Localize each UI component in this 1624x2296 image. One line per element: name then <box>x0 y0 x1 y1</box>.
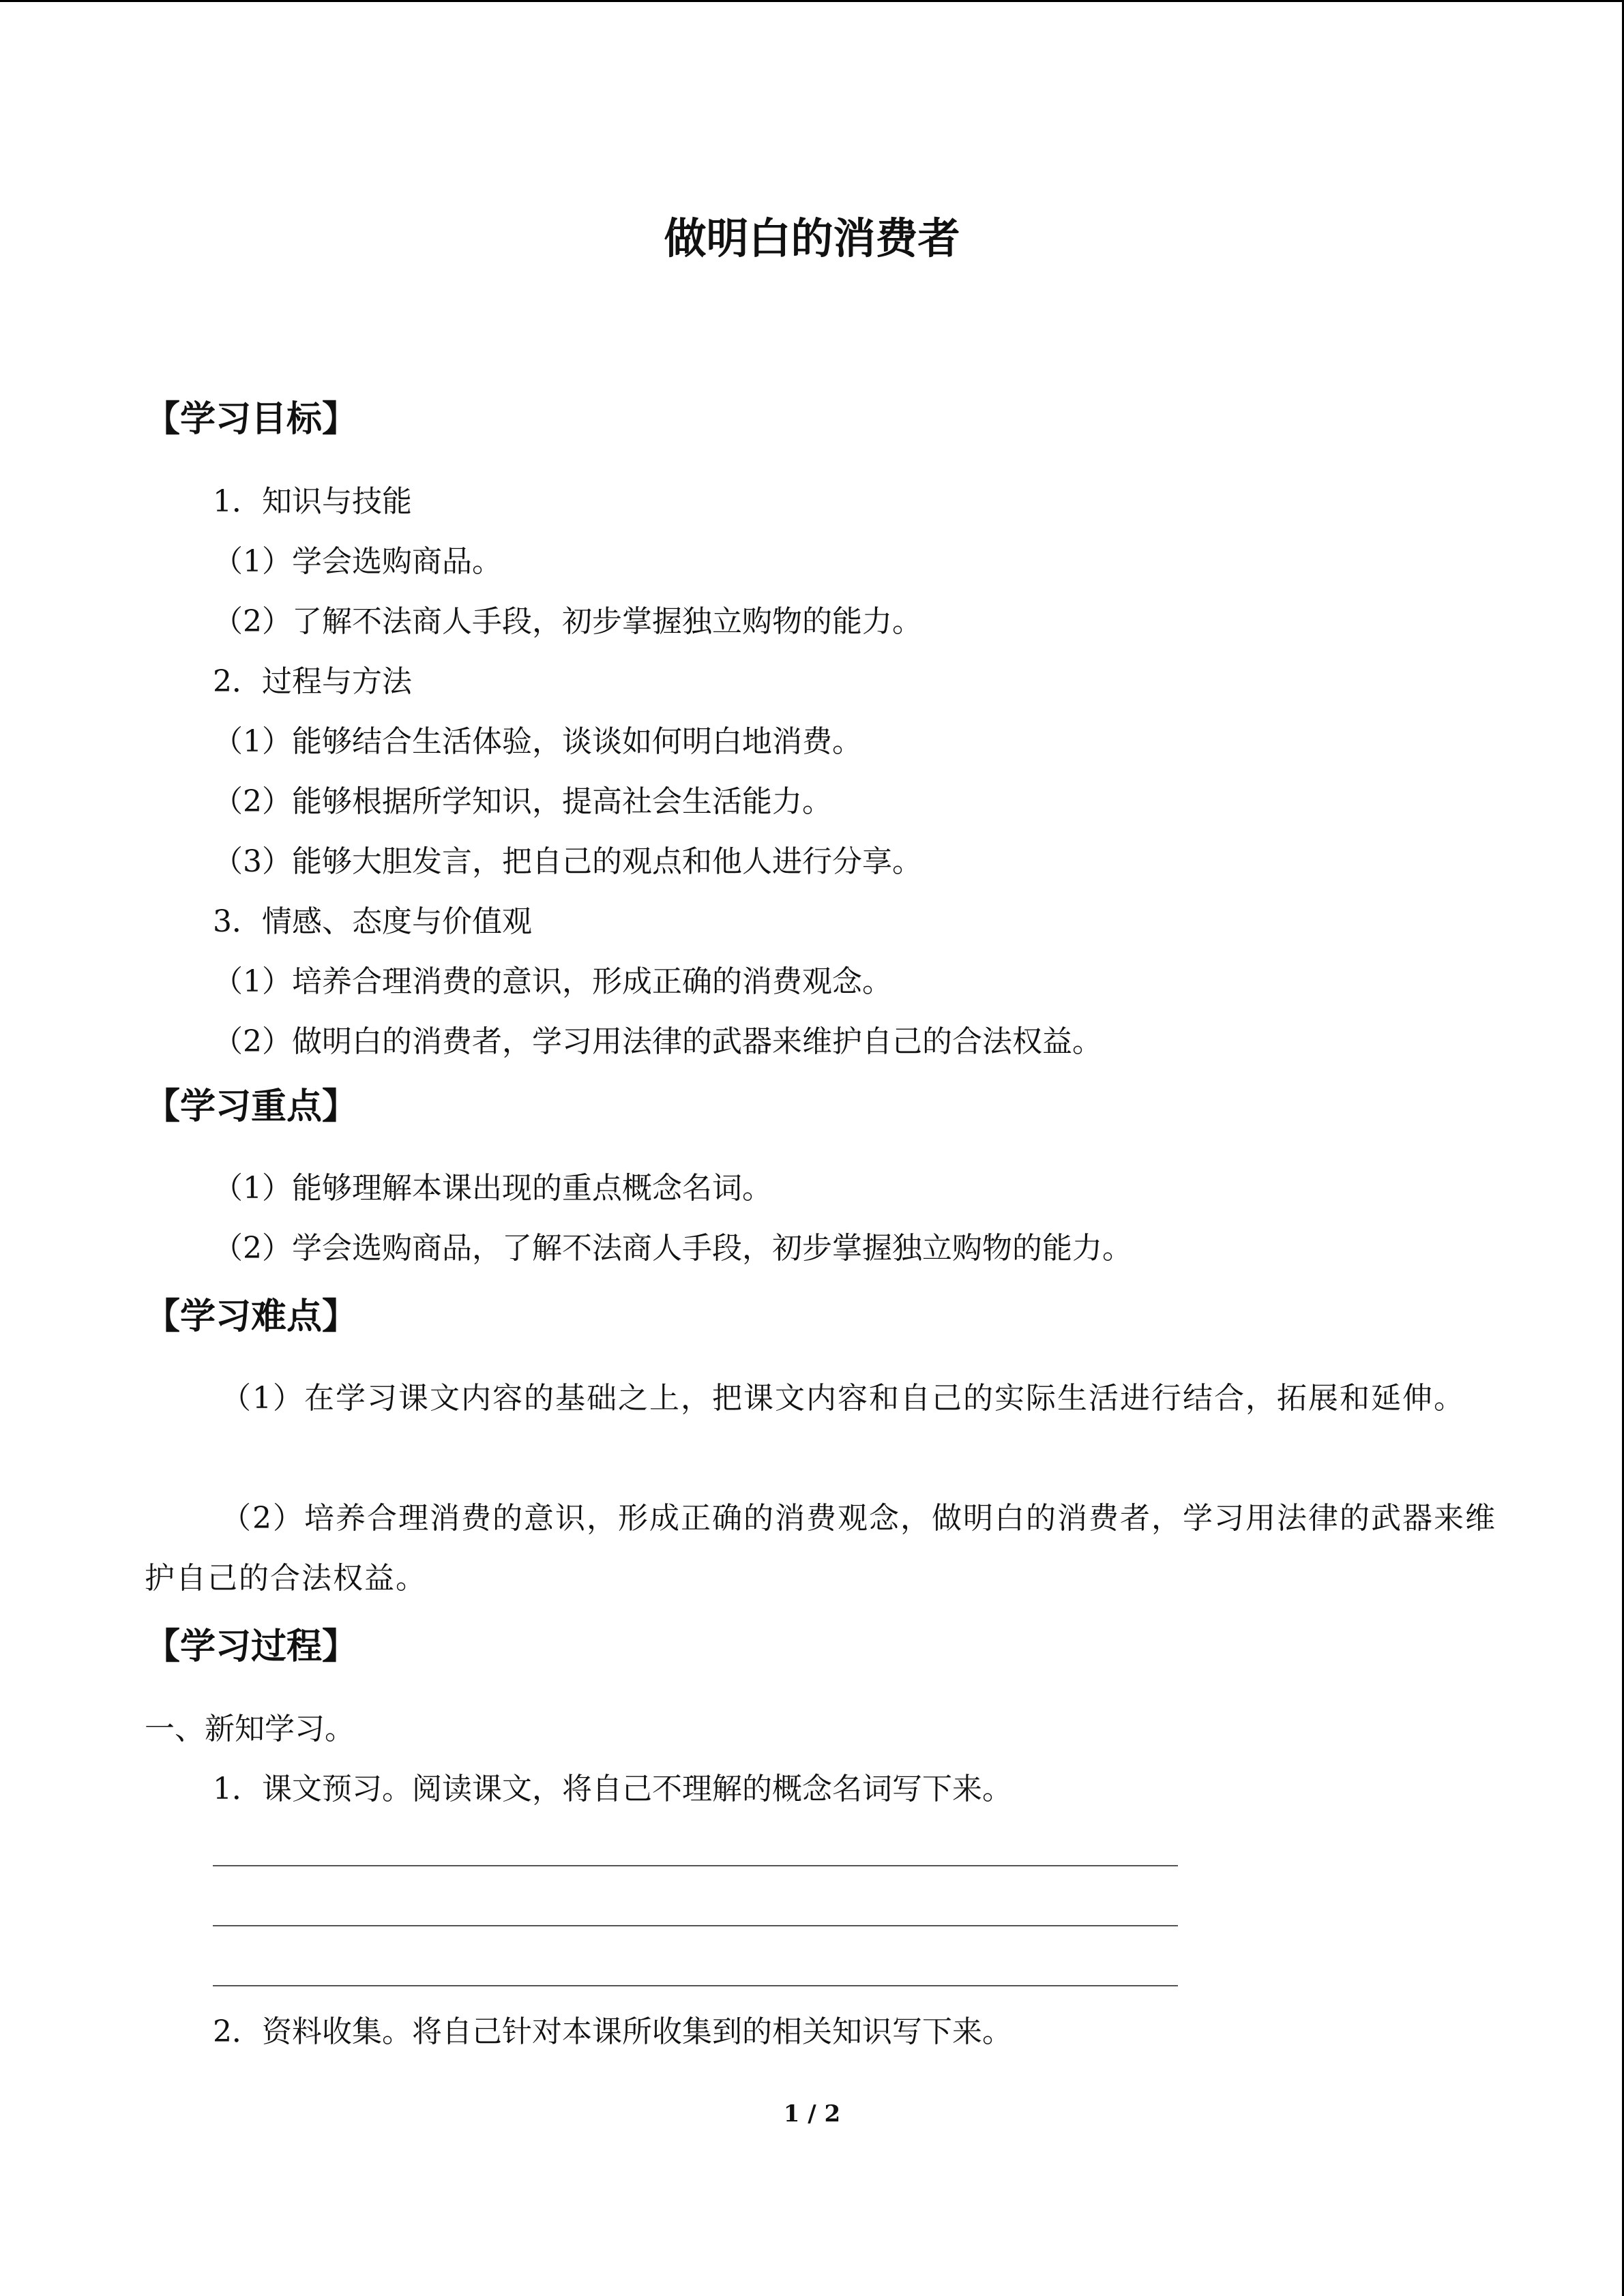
process-item-1: 1．课文预习。阅读课文，将自己不理解的概念名词写下来。 <box>213 1772 1012 1806</box>
heading-objectives: 【学习目标】 <box>145 398 358 440</box>
answer-line[interactable] <box>213 1985 1178 1986</box>
objective-line: （1）能够结合生活体验，谈谈如何明白地消费。 <box>213 724 862 759</box>
key-point-line: （1）能够理解本课出现的重点概念名词。 <box>213 1171 772 1206</box>
objective-line: （2）了解不法商人手段，初步掌握独立购物的能力。 <box>213 604 922 639</box>
key-point-line: （2）学会选购商品，了解不法商人手段，初步掌握独立购物的能力。 <box>213 1231 1132 1266</box>
process-part-1: 一、新知学习。 <box>145 1712 355 1746</box>
objective-line: 3．情感、态度与价值观 <box>213 904 532 939</box>
objective-line: （2）能够根据所学知识，提高社会生活能力。 <box>213 784 832 819</box>
document-title: 做明白的消费者 <box>664 213 960 263</box>
objective-line: （2）做明白的消费者，学习用法律的武器来维护自己的合法权益。 <box>213 1024 1102 1059</box>
objective-line: （1）学会选购商品。 <box>213 544 502 579</box>
difficulty-paragraph: （2）培养合理消费的意识，形成正确的消费观念，做明白的消费者，学习用法律的武器来维护自己的合法权益。 <box>145 1501 1496 1596</box>
objective-line: 2．过程与方法 <box>213 664 412 699</box>
heading-key-points: 【学习重点】 <box>145 1086 358 1127</box>
objective-line: 1．知识与技能 <box>213 484 412 519</box>
process-item-2: 2．资料收集。将自己针对本课所收集到的相关知识写下来。 <box>213 2014 1012 2049</box>
difficulty-paragraph: （1）在学习课文内容的基础之上，把课文内容和自己的实际生活进行结合，拓展和延伸。 <box>221 1381 1465 1416</box>
heading-process: 【学习过程】 <box>145 1626 358 1667</box>
page-border-top <box>0 0 1624 2</box>
answer-line[interactable] <box>213 1865 1178 1866</box>
objective-line: （3）能够大胆发言，把自己的观点和他人进行分享。 <box>213 844 922 879</box>
heading-difficulties: 【学习难点】 <box>145 1296 358 1337</box>
objective-line: （1）培养合理消费的意识，形成正确的消费观念。 <box>213 964 892 999</box>
answer-line[interactable] <box>213 1925 1178 1926</box>
page-number: 1 / 2 <box>783 2100 841 2128</box>
